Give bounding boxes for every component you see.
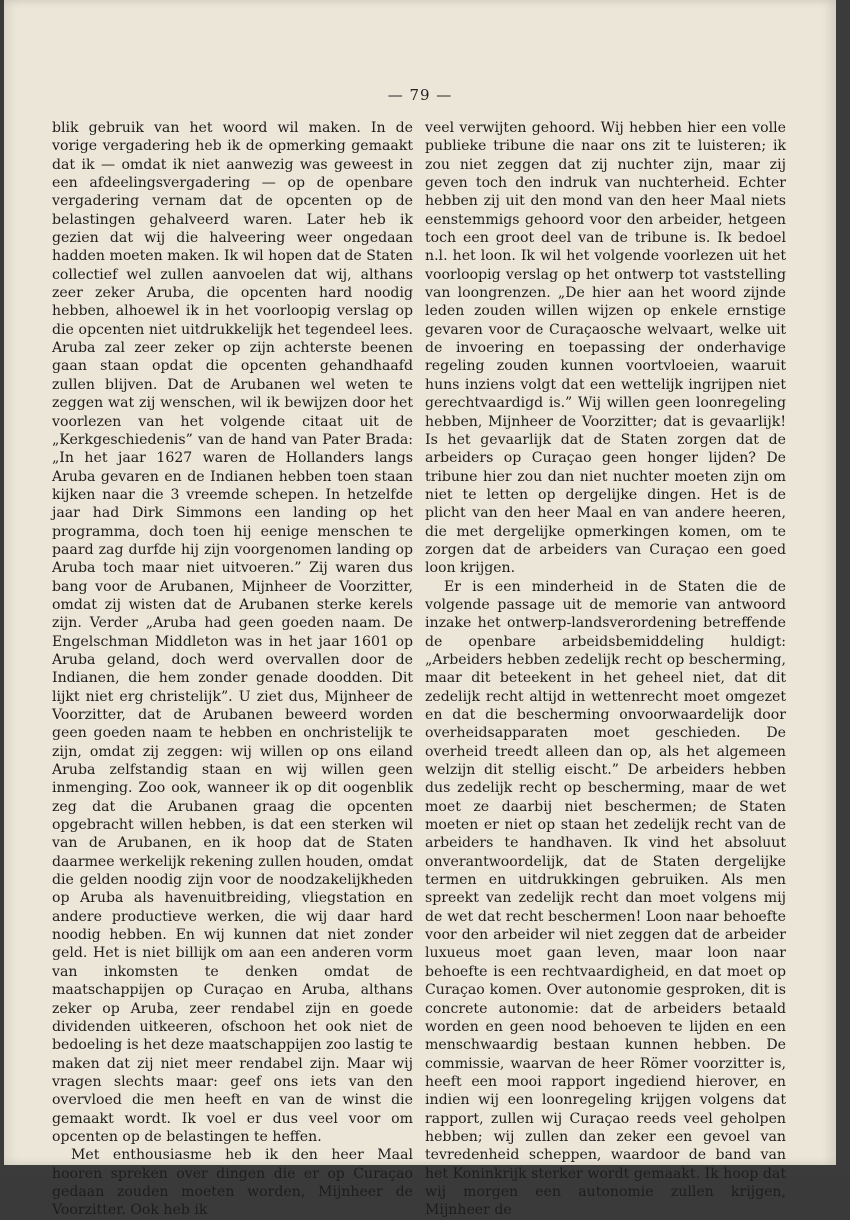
paragraph: Er is een minderheid in de Staten die de volgende passage uit de memorie van antwoord inzake het ontwerp-landsverordening betreffende de openbare arbeidsbemiddeling huldigt: „Arbeiders hebben zedelijk recht op bescherming, maar dit beteekent in het geheel niet, dat dit zedelijk recht altijd in wettenrecht moet omgezet en dat die bescherming onvoorwaardelijk door overheidsapparaten moet geschieden. De overheid treedt alleen dan op, als het algemeen welzijn dit stellig eischt.” De arbeiders hebben dus zedelijk recht op bescherming, maar de wet moet ze daarbij niet beschermen; de Staten moeten er niet op staan het zedelijk recht van de arbeiders te handhaven. Ik vind het absoluut onverantwoordelijk, dat de Staten dergelijke termen en uitdrukkingen gebruiken. Als men spreekt van zedelijk recht dan moet volgens mij de wet dat recht beschermen! Loon naar behoefte voor den arbeider wil niet zeggen dat de arbeider luxueus moet gaan leven, maar loon naar behoefte is een rechtvaardigheid, en dat moet op Curaçao komen. Over autonomie gesproken, dit is concrete autonomie: dat de arbeiders betaald worden en geen nood behoeven te lijden en een menschwaardig bestaan kunnen hebben. De commissie, waarvan de heer Römer voorzitter is, heeft een mooi rapport ingediend hierover, en indien wij een loonregeling krijgen volgens dat rapport, zullen wij Curaçao reeds veel geholpen hebben; wij zullen dan zeker een gevoel van tevredenheid scheppen, waardoor de band van het Koninkrijk sterker wordt gemaakt. Ik hoop dat wij morgen een autonomie zullen krijgen, Mijnheer de (425, 578, 786, 1219)
page-number: — 79 — (387, 86, 453, 104)
right-column (425, 119, 786, 1220)
paragraph: Met enthousiasme heb ik den heer Maal hooren spreken over dingen die er op Curaçao gedaan zouden moeten worden, Mijnheer de Voorzitter. Ook heb ik (52, 1147, 413, 1219)
paragraph: veel verwijten gehoord. Wij hebben hier een volle publieke tribune die naar ons zit te luisteren; ik zou niet zeggen dat zij nuchter zijn, maar zij geven toch den indruk van nuchterheid. Echter hebben zij uit den mond van den heer Maal niets eenstemmigs gehoord voor den arbeider, hetgeen toch een groot deel van de tribune is. Ik bedoel n.l. het loon. Ik wil het volgende voorlezen uit het voorloopig verslag op het ontwerp tot vaststelling van loongrenzen. „De hier aan het woord zijnde leden zouden willen wijzen op enkele ernstige gevaren voor de Curaçaosche welvaart, welke uit de invoering en toepassing der onderhavige regeling zouden kunnen voortvloeien, waaruit huns inziens volgt dat een wettelijk ingrijpen niet gerechtvaardigd is.” Wij willen geen loonregeling hebben, Mijnheer de Voorzitter; dat is gevaarlijk! Is het gevaarlijk dat de Staten zorgen dat de arbeiders op Curaçao geen honger lijden? De tribune hier zou dan niet nuchter moeten zijn om niet te letten op dergelijke dingen. Het is de plicht van den heer Maal en van andere heeren, die met dergelijke opmerkingen komen, om te zorgen dat de arbeiders van Curaçao een goed loon krijgen. (425, 120, 786, 577)
left-column (52, 119, 413, 1220)
document-page (4, 0, 836, 1219)
paragraph: blik gebruik van het woord wil maken. In de vorige vergadering heb ik de opmerking gemaakt dat ik — omdat ik niet aanwezig was geweest in een afdeelingsvergadering — op de openbare vergadering vernam dat de opcenten op de belastingen gehalveerd waren. Later heb ik gezien dat wij die halveering weer ongedaan hadden moeten maken. Ik wil hopen dat de Staten collectief wel zullen aanvoelen dat wij, althans zeer zeker Aruba, die opcenten hard noodig hebben, alhoewel ik in het voorloopig verslag op die opcenten niet uitdrukkelijk het tegendeel lees. Aruba zal zeer zeker op zijn achterste beenen gaan staan opdat die opcenten gehandhaafd zullen blijven. Dat de Arubanen wel weten te zeggen wat zij wenschen, wil ik bewijzen door het voorlezen van het volgende citaat uit de „Kerkgeschiedenis” van de hand van Pater Brada: „In het jaar 1627 waren de Hollanders langs Aruba gevaren en de Indianen hebben toen staan kijken naar die 3 vreemde schepen. In hetzelfde jaar had Dirk Simmons een landing op het programma, doch toen hij eenige menschen te paard zag durfde hij zijn voorgenomen landing op Aruba toch maar niet uitvoeren.” Zij waren dus bang voor de Arubanen, Mijnheer de Voorzitter, omdat zij wisten dat de Arubanen sterke kerels zijn. Verder „Aruba had geen goeden naam. De Engelschman Middleton was in het jaar 1601 op Aruba geland, doch werd overvallen door de Indianen, die hem zonder genade doodden. Dit lijkt niet erg christelijk”. U ziet dus, Mijnheer de Voorzitter, dat de Arubanen beweerd worden geen goeden naam te hebben en onchristelijk te zijn, omdat zij zeggen: wij willen op ons eiland Aruba zelfstandig staan en wij willen geen inmenging. Zoo ook, wanneer ik op dit oogenblik zeg dat die Arubanen graag die opcenten opgebracht willen hebben, is dat een sterken wil van de Arubanen, en ik hoop dat de Staten daarmee werkelijk rekening zullen houden, omdat die gelden noodig zijn voor de noodzakelijkheden op Aruba als havenuitbreiding, vliegstation en andere productieve werken, die wij daar hard noodig hebben. En wij kunnen dat niet zonder geld. Het is niet billijk om aan een anderen vorm van inkomsten te denken omdat de maatschappijen op Curaçao en Aruba, althans zeker op Aruba, zeer rendabel zijn en goede dividenden uitkeeren, ofschoon het ook niet de bedoeling is het deze maatschappijen zoo lastig te maken dat zij niet meer rendabel zijn. Maar wij vragen slechts maar: geef ons iets van den overvloed die men heeft en van de winst die gemaakt wordt. Ik voel er dus veel voor om opcenten op de belastingen te heffen. (52, 120, 413, 1145)
